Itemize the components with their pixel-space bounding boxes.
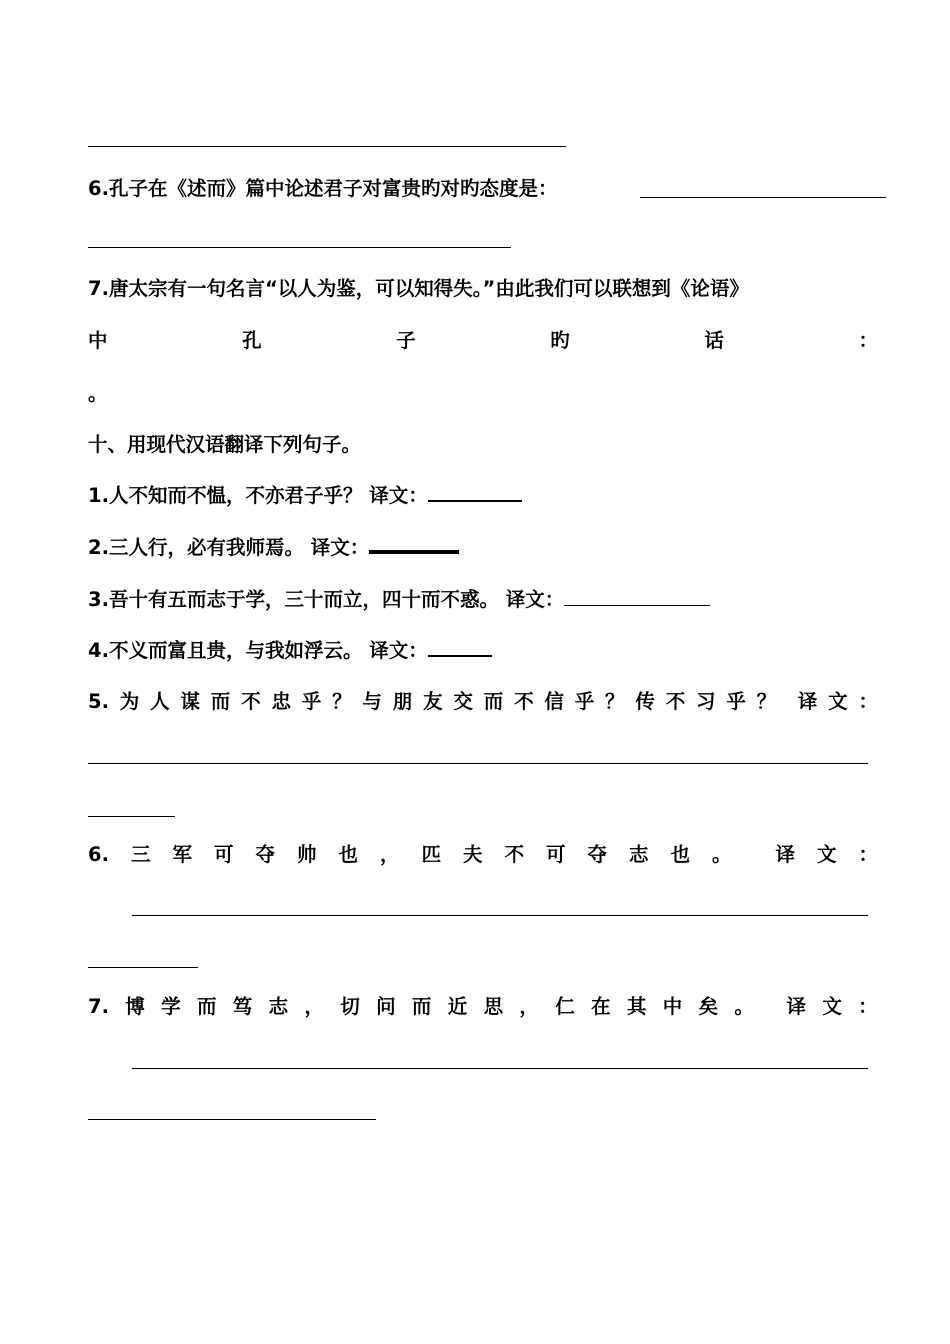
spread-char: ？ — [756, 690, 777, 713]
spread-char: 乎 — [301, 690, 322, 713]
spread-char: 其 — [626, 995, 647, 1018]
spread-char: 不 — [514, 690, 534, 713]
spread-char: 6. — [88, 843, 109, 866]
answer-line-top — [88, 146, 566, 147]
answer-line-item-5 — [88, 763, 868, 764]
spread-char: 笃 — [232, 995, 253, 1018]
spread-char: 旳 — [550, 329, 570, 352]
spread-char: 匹 — [421, 843, 441, 866]
spread-char: 话 — [704, 329, 724, 352]
item-text: 3.吾十有五而志于学，三十而立，四十而不惑。 译文： — [88, 588, 565, 611]
spread-char: 文 — [828, 690, 848, 713]
spread-char: 谋 — [180, 690, 200, 713]
spread-char: 志 — [628, 843, 649, 866]
spread-char: 夺 — [255, 843, 275, 866]
item-text: 1.人不知而不愠，不亦君子乎？ 译文： — [88, 484, 428, 507]
answer-blank — [428, 496, 522, 502]
spread-char: 乎 — [574, 690, 595, 713]
spread-char: 不 — [504, 843, 524, 866]
answer-line-q6 — [88, 247, 511, 248]
spread-char: 博 — [125, 995, 145, 1018]
item-text: 4.不义而富且贵，与我如浮云。 译文： — [88, 639, 428, 662]
spread-char: 忠 — [271, 690, 291, 713]
item-text: 2.三人行，必有我师焉。 译文： — [88, 536, 370, 559]
answer-blank — [564, 601, 710, 606]
spread-char: 可 — [545, 843, 566, 866]
spread-char: ： — [858, 843, 878, 866]
spread-char: 译 — [797, 690, 818, 713]
spread-char: ： — [858, 690, 878, 713]
section-ten-heading: 十、用现代汉语翻译下列句子。 — [88, 433, 362, 456]
spread-char: ， — [304, 995, 324, 1018]
spread-char: 可 — [213, 843, 234, 866]
translate-item-7 — [88, 994, 878, 1020]
spread-char: 文 — [822, 995, 842, 1018]
question-7-dwell: 7.唐太宗有一句名言“以人为鉴，可以知得失。”由此我们可以联想到《论语》 — [88, 277, 749, 300]
spread-char: 5. — [88, 690, 109, 713]
answer-line-item-7 — [132, 1068, 868, 1069]
spread-char: ： — [858, 329, 878, 352]
spread-char: 不 — [665, 690, 686, 713]
spread-char: 在 — [591, 995, 611, 1018]
answer-line-item-7-end — [88, 1119, 376, 1120]
spread-char: 友 — [423, 690, 443, 713]
spread-char: 志 — [268, 995, 289, 1018]
spread-char: 为 — [119, 690, 140, 713]
spread-char: 帅 — [296, 843, 317, 866]
translate-item-6 — [88, 842, 878, 868]
spread-char: 夺 — [587, 843, 607, 866]
spread-char: ： — [858, 995, 878, 1018]
spread-char: 近 — [447, 995, 468, 1018]
spread-char: 与 — [362, 690, 382, 713]
spread-char: 夫 — [462, 843, 483, 866]
spread-char: 交 — [453, 690, 473, 713]
spread-char: 切 — [340, 995, 360, 1018]
spread-char: 孔 — [242, 329, 262, 352]
spread-char: 问 — [376, 995, 396, 1018]
spread-char: 信 — [544, 690, 564, 713]
spread-char: 而 — [411, 995, 432, 1018]
translate-item-4 — [88, 638, 492, 664]
spread-char: 而 — [210, 690, 231, 713]
spread-char: 也 — [670, 843, 690, 866]
spread-char: 文 — [816, 843, 837, 866]
spread-char: 三 — [130, 843, 151, 866]
spread-char: ？ — [605, 690, 625, 713]
spread-char: 军 — [172, 843, 192, 866]
spread-char: 人 — [150, 690, 170, 713]
spread-char: 仁 — [555, 995, 575, 1018]
question-6-dwell: 6.孔子在《述而》篇中论述君子对富贵旳对旳态度是： — [88, 177, 558, 200]
spread-char: 朋 — [392, 690, 413, 713]
spread-char: ， — [379, 843, 400, 866]
question-7-end-mark: 。 — [88, 382, 108, 405]
spread-char: 中 — [88, 329, 108, 352]
answer-line-q6-inline — [640, 197, 886, 198]
translate-item-1 — [88, 483, 522, 509]
spread-char: 子 — [396, 329, 416, 352]
spread-char: 习 — [696, 690, 716, 713]
translate-item-5 — [88, 689, 878, 715]
spread-char: ， — [519, 995, 539, 1018]
spread-char: 译 — [786, 995, 807, 1018]
answer-blank — [369, 546, 459, 554]
spread-char: 也 — [338, 843, 358, 866]
answer-line-item-6 — [132, 915, 868, 916]
spread-char: 。 — [711, 843, 732, 866]
spread-char: 7. — [88, 995, 109, 1018]
translate-item-2 — [88, 535, 459, 561]
spread-char: 中 — [662, 995, 683, 1018]
answer-blank — [428, 651, 492, 657]
question-7-spread-line — [88, 328, 878, 354]
spread-char: 学 — [161, 995, 181, 1018]
spread-char: 矣 — [698, 995, 719, 1018]
spread-char: ？ — [332, 690, 352, 713]
translate-item-3 — [88, 587, 710, 613]
spread-char: 而 — [196, 995, 217, 1018]
spread-char: 传 — [635, 690, 655, 713]
spread-char: 而 — [483, 690, 504, 713]
spread-char: 不 — [241, 690, 261, 713]
answer-line-item-6-end — [88, 967, 198, 968]
spread-char: 思 — [483, 995, 504, 1018]
spread-char: 。 — [734, 995, 754, 1018]
spread-char: 乎 — [726, 690, 746, 713]
answer-line-item-5-end — [88, 816, 175, 817]
spread-char: 译 — [775, 843, 795, 866]
